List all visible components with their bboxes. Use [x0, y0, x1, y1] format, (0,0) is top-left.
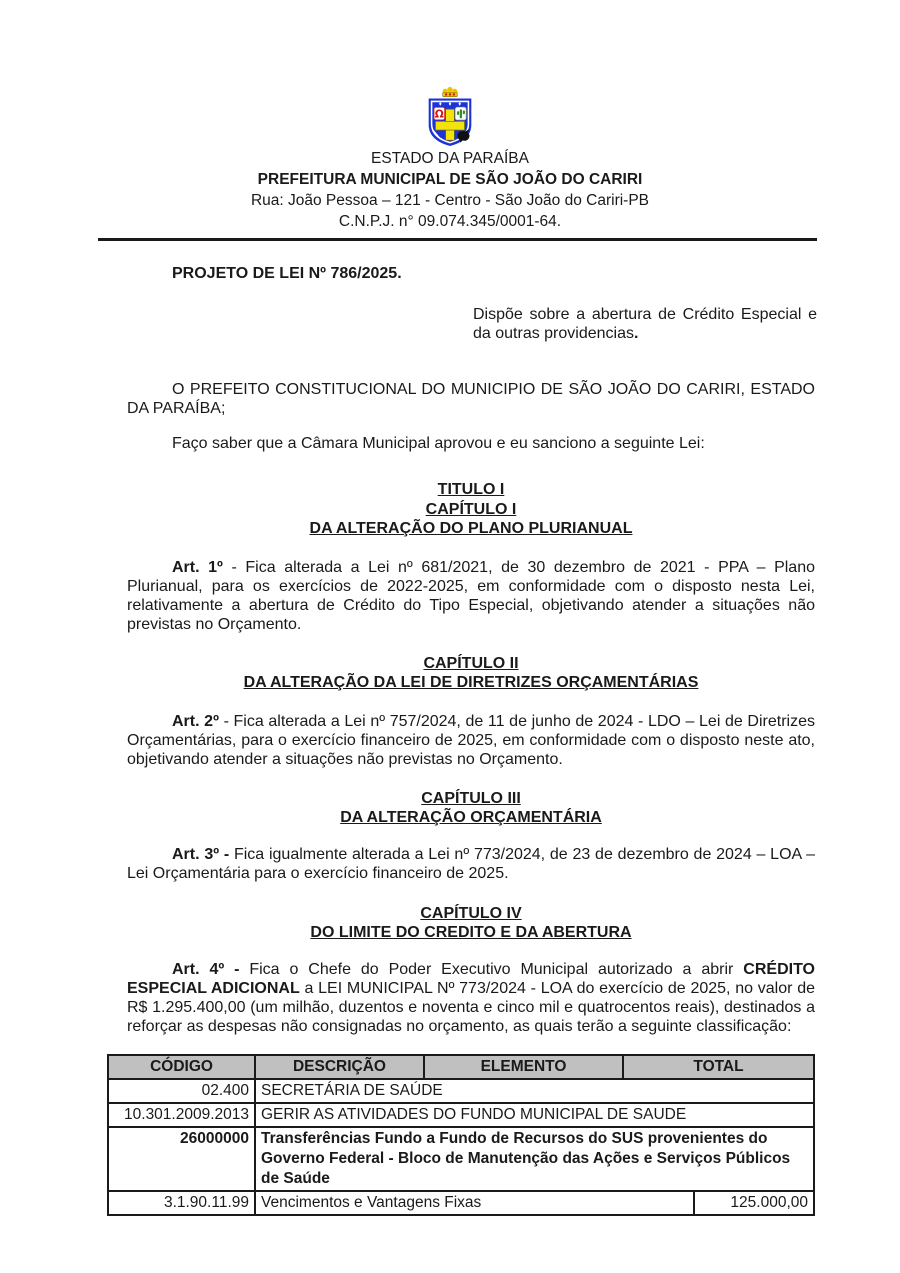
article-2: [127, 712, 815, 769]
row-description: GERIR AS ATIVIDADES DO FUNDO MUNICIPAL DE SAUDE: [254, 1104, 813, 1126]
article-1-label: Art. 1º: [172, 558, 223, 576]
budget-table-header-row: [109, 1056, 813, 1078]
column-header-codigo: CÓDIGO: [109, 1056, 254, 1078]
municipal-coat-of-arms-icon: [420, 84, 480, 148]
article-2-label: Art. 2º: [172, 712, 219, 730]
article-4-label: Art. 4º -: [172, 960, 240, 978]
row-description: SECRETÁRIA DE SAÚDE: [254, 1080, 813, 1102]
row-description: Transferências Fundo a Fundo de Recursos do SUS provenientes do Governo Federal - Bloco de Manutenção das Ações e Serviços Públicos de Saúde: [254, 1128, 813, 1190]
row-code: 02.400: [201, 1081, 249, 1099]
table-row: [109, 1190, 813, 1214]
heading-capitulo-4-line2: DO LIMITE DO CREDITO E DA ABERTURA: [310, 924, 632, 941]
ementa-text: Dispõe sobre a abertura de Crédito Especial e da outras providencias: [473, 306, 817, 342]
heading-capitulo-4: [127, 904, 815, 943]
article-4-text-2: a LEI MUNICIPAL Nº 773/2024 - LOA do exercício de 2025, no valor de R$ 1.295.400,00 (um milhão, duzentos e noventa e cinco mil e quatrocentos reais), destinados a reforçar as despesas não consignadas no orçamento, as quais terão a seguinte classificação:: [127, 979, 815, 1035]
article-3-text: Fica igualmente alterada a Lei nº 773/2024, de 23 de dezembro de 2024 – LOA – Lei Orçamentária para o exercício financeiro de 2025.: [127, 845, 815, 882]
table-row: [109, 1102, 813, 1126]
letterhead-divider: [98, 238, 817, 241]
article-2-text: - Fica alterada a Lei nº 757/2024, de 11 de junho de 2024 - LDO – Lei de Diretrizes Orçamentárias, para o exercício financeiro de 2025, em conformidade com o disposto neste ato, objetivando atender a situações não previstas no Orçamento.: [127, 712, 815, 768]
column-header-total: TOTAL: [622, 1056, 813, 1078]
heading-titulo-1-line2: CAPÍTULO I: [425, 500, 517, 518]
heading-titulo-1-line1: TITULO I: [437, 481, 505, 498]
heading-capitulo-3-line1: CAPÍTULO III: [421, 789, 521, 807]
letterhead-cnpj: C.N.P.J. n° 09.074.345/0001-64.: [338, 213, 562, 230]
letterhead-municipality: PREFEITURA MUNICIPAL DE SÃO JOÃO DO CARIRI: [257, 171, 643, 188]
article-4: [127, 960, 815, 1036]
heading-titulo-1-line3: DA ALTERAÇÃO DO PLANO PLURIANUAL: [309, 520, 633, 537]
document-body: [124, 264, 817, 1216]
heading-titulo-1: [127, 480, 815, 539]
heading-capitulo-4-line1: CAPÍTULO IV: [420, 904, 522, 922]
table-row: [109, 1078, 813, 1102]
article-1-text: - Fica alterada a Lei nº 681/2021, de 30 dezembro de 2021 - PPA – Plano Plurianual, para os exercícios de 2022-2025, em conformidade com o disposto nesta Lei, relativamente a abertura de Crédito do Tipo Especial, objetivando atender a situações não previstas no Orçamento.: [127, 558, 815, 633]
article-1: [127, 558, 815, 634]
row-description: Vencimentos e Vantagens Fixas: [254, 1192, 693, 1214]
heading-capitulo-3: [127, 789, 815, 828]
article-4-text-1: Fica o Chefe do Poder Executivo Municipal autorizado a abrir: [239, 960, 744, 978]
heading-capitulo-2: [127, 654, 815, 693]
preamble-paragraph-1: O PREFEITO CONSTITUCIONAL DO MUNICIPIO DE SÃO JOÃO DO CARIRI, ESTADO DA PARAÍBA;: [127, 381, 815, 417]
heading-capitulo-2-line1: CAPÍTULO II: [423, 654, 519, 672]
letterhead: [0, 0, 900, 232]
row-code: 26000000: [180, 1129, 249, 1147]
svg-text:Ω: Ω: [434, 107, 444, 121]
ementa: [473, 305, 817, 343]
table-row: [109, 1126, 813, 1190]
document-title: PROJETO DE LEI Nº 786/2025.: [172, 265, 402, 282]
row-code: 3.1.90.11.99: [163, 1193, 249, 1211]
letterhead-state: ESTADO DA PARAÍBA: [371, 150, 529, 167]
row-code: 10.301.2009.2013: [124, 1105, 249, 1123]
row-total: 125.000,00: [693, 1192, 813, 1214]
ementa-period: .: [633, 325, 639, 342]
article-3-label: Art. 3º -: [172, 845, 230, 863]
column-header-elemento: ELEMENTO: [423, 1056, 622, 1078]
budget-table: [107, 1054, 815, 1216]
heading-capitulo-2-line2: DA ALTERAÇÃO DA LEI DE DIRETRIZES ORÇAMENTÁRIAS: [243, 674, 699, 691]
letterhead-address: Rua: João Pessoa – 121 - Centro - São João do Cariri-PB: [250, 192, 650, 209]
column-header-descricao: DESCRIÇÃO: [254, 1056, 423, 1078]
article-3: [127, 845, 815, 883]
preamble-paragraph-2: Faço saber que a Câmara Municipal aprovou e eu sanciono a seguinte Lei:: [172, 435, 705, 452]
heading-capitulo-3-line2: DA ALTERAÇÃO ORÇAMENTÁRIA: [340, 809, 602, 826]
article-4-bold-credit: CRÉDITO ESPECIAL ADICIONAL: [127, 960, 815, 997]
